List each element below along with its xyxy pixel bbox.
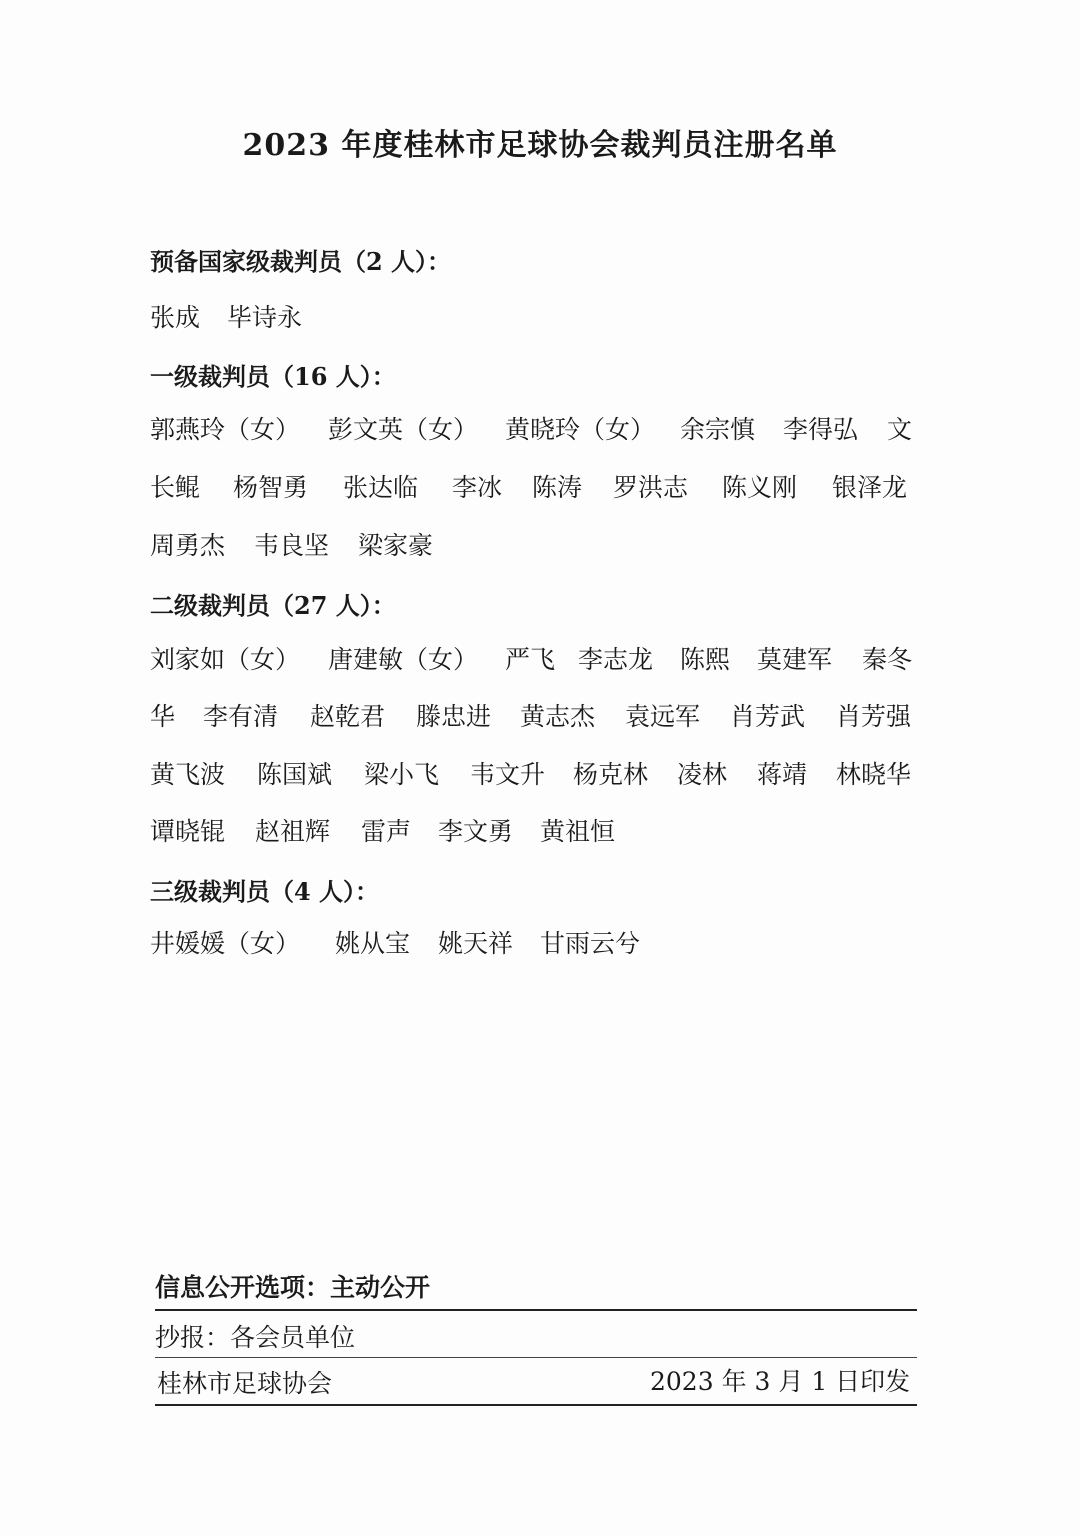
document-title: 2023 年度桂林市足球协会裁判员注册名单	[242, 128, 838, 163]
referee-name: 杨克林	[573, 760, 649, 789]
name-row	[150, 812, 920, 852]
referee-name: 毕诗永	[227, 303, 303, 332]
referee-name: 黄志杰	[520, 702, 596, 731]
name-row	[150, 298, 920, 338]
referee-name: 姚天祥	[438, 929, 514, 958]
referee-name: 陈义刚	[722, 473, 798, 502]
name-row	[150, 526, 920, 566]
referee-name: 姚从宝	[335, 929, 411, 958]
referee-name: 梁家豪	[358, 531, 434, 560]
divider	[155, 1357, 917, 1358]
referee-name: 李有清	[203, 702, 279, 731]
referee-name: 杨智勇	[233, 473, 309, 502]
section-heading: 三级裁判员（4 人）：	[150, 877, 380, 906]
referee-name: 华	[150, 702, 176, 731]
referee-name: 严飞	[505, 645, 556, 674]
referee-name: 袁远军	[625, 702, 701, 731]
referee-name: 雷声	[361, 817, 412, 846]
referee-name: 肖芳武	[730, 702, 806, 731]
referee-name: 井媛媛（女）	[150, 929, 301, 958]
issuer: 桂林市足球协会	[157, 1369, 333, 1398]
referee-name: 黄飞波	[150, 760, 226, 789]
divider	[155, 1309, 917, 1311]
name-row	[150, 468, 920, 508]
section-heading: 预备国家级裁判员（2 人）：	[150, 247, 452, 276]
referee-name: 梁小飞	[364, 760, 440, 789]
section-heading: 二级裁判员（27 人）：	[150, 591, 396, 620]
referee-name: 凌林	[677, 760, 728, 789]
referee-name: 李冰	[452, 473, 503, 502]
referee-name: 李得弘	[783, 415, 859, 444]
name-row	[150, 755, 920, 795]
referee-name: 莫建军	[757, 645, 833, 674]
issue-date: 2023 年 3 月 1 日印发	[650, 1367, 911, 1396]
referee-name: 余宗慎	[680, 415, 756, 444]
referee-name: 陈涛	[532, 473, 583, 502]
referee-name: 陈国斌	[257, 760, 333, 789]
referee-name: 谭晓锟	[150, 817, 226, 846]
referee-name: 赵乾君	[310, 702, 386, 731]
divider	[155, 1404, 917, 1406]
referee-name: 黄祖恒	[540, 817, 616, 846]
referee-name: 甘雨云兮	[540, 929, 641, 958]
section-heading: 一级裁判员（16 人）：	[150, 362, 396, 391]
referee-name: 李志龙	[578, 645, 654, 674]
referee-name: 长鲲	[150, 473, 201, 502]
referee-name: 滕忠进	[416, 702, 492, 731]
referee-name: 赵祖辉	[255, 817, 331, 846]
referee-name: 蒋靖	[757, 760, 808, 789]
referee-name: 陈熙	[680, 645, 731, 674]
referee-name: 张达临	[343, 473, 419, 502]
referee-name: 张成	[150, 303, 201, 332]
referee-name: 韦良坚	[254, 531, 330, 560]
referee-name: 韦文升	[470, 760, 546, 789]
name-row	[150, 924, 920, 964]
referee-name: 郭燕玲（女）	[150, 415, 301, 444]
referee-name: 文	[887, 415, 913, 444]
referee-name: 李文勇	[438, 817, 514, 846]
referee-name: 肖芳强	[836, 702, 912, 731]
referee-name: 唐建敏（女）	[328, 645, 479, 674]
disclosure-option: 信息公开选项：主动公开	[155, 1273, 431, 1302]
referee-name: 秦冬	[862, 645, 913, 674]
cc-line: 抄报：各会员单位	[155, 1323, 356, 1352]
referee-name: 银泽龙	[832, 473, 908, 502]
name-row	[150, 697, 920, 737]
referee-name: 林晓华	[836, 760, 912, 789]
referee-name: 罗洪志	[613, 473, 689, 502]
referee-name: 彭文英（女）	[328, 415, 479, 444]
referee-name: 刘家如（女）	[150, 645, 301, 674]
name-row	[150, 640, 920, 680]
name-row	[150, 410, 920, 450]
referee-name: 周勇杰	[150, 531, 226, 560]
referee-name: 黄晓玲（女）	[505, 415, 656, 444]
